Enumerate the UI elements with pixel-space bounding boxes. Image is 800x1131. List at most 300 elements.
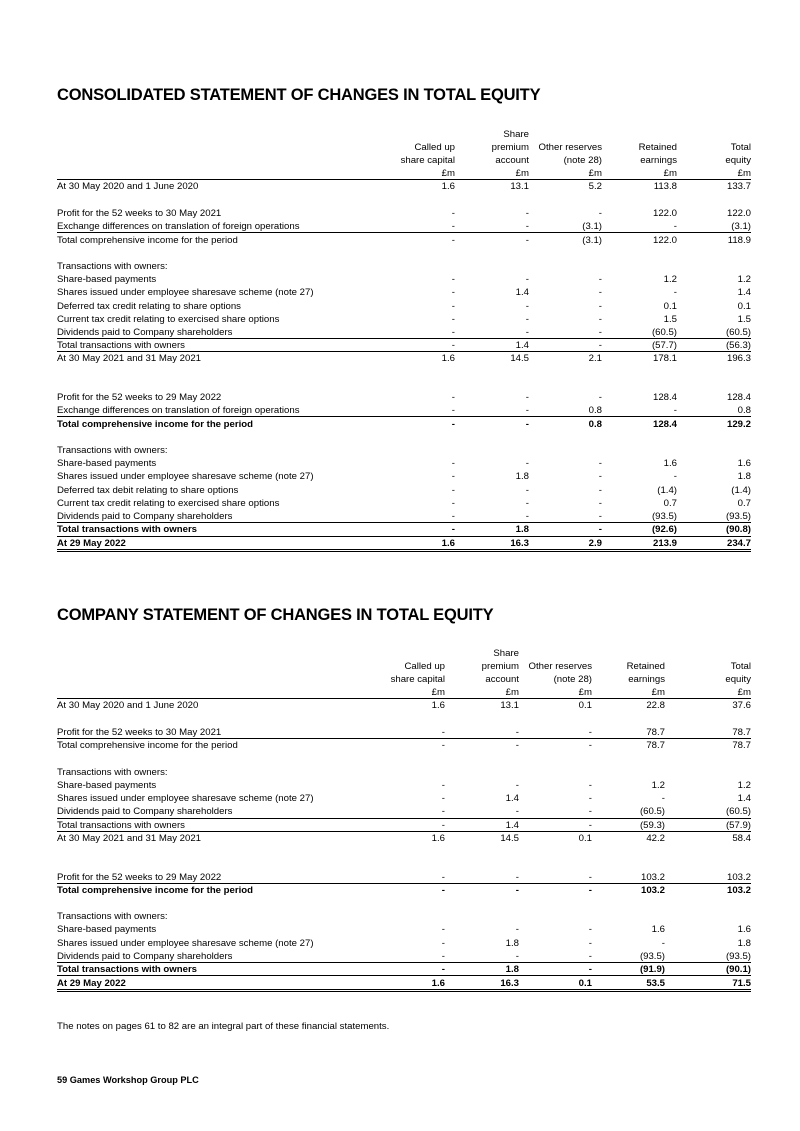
table-cell <box>462 193 529 206</box>
table-cell: - <box>441 820 445 831</box>
table-cell: 1.6 <box>737 924 751 935</box>
table-cell: (1.4) <box>731 485 751 496</box>
table-cell: 2.1 <box>588 353 602 364</box>
table-cell: - <box>451 314 455 325</box>
table-cell: - <box>598 511 602 522</box>
table-cell: - <box>451 419 455 430</box>
table-row <box>57 910 751 923</box>
table-cell: 5.2 <box>588 181 602 192</box>
table-cell: 178.1 <box>652 353 677 364</box>
table-cell <box>525 845 592 858</box>
table-cell <box>598 766 665 779</box>
table-cell: - <box>673 405 677 416</box>
table-cell <box>684 766 751 779</box>
table-cell: 1.6 <box>431 978 445 989</box>
table-row <box>57 805 751 818</box>
table-cell: 78.7 <box>732 740 751 751</box>
row-label: Total transactions with owners <box>57 964 198 975</box>
table-cell: - <box>598 274 602 285</box>
table-cell <box>525 858 592 871</box>
table-row <box>57 444 751 457</box>
table-cell <box>367 260 455 273</box>
table-cell: 122.0 <box>652 208 677 219</box>
table-cell: - <box>525 235 529 246</box>
table-cell <box>367 444 455 457</box>
table-cell: - <box>451 524 455 535</box>
rule-line <box>57 698 751 699</box>
row-label: Exchange differences on translation of foreign operations <box>57 221 300 232</box>
table-cell <box>535 365 602 378</box>
table-cell: 1.6 <box>431 833 445 844</box>
table-cell: - <box>588 951 592 962</box>
column-header: (note 28) <box>563 155 602 166</box>
table-cell: (93.5) <box>651 511 677 522</box>
column-header: earnings <box>628 674 665 685</box>
table-row <box>57 365 751 378</box>
table-cell: - <box>598 314 602 325</box>
column-header: Called up <box>414 142 455 153</box>
table-cell: 1.6 <box>651 924 665 935</box>
row-label: Exchange differences on translation of foreign operations <box>57 405 300 416</box>
table-row <box>57 792 751 805</box>
table-cell: 1.6 <box>441 353 455 364</box>
row-label: Total comprehensive income for the period <box>57 419 253 430</box>
table-cell: 128.4 <box>652 419 677 430</box>
row-label: Total comprehensive income for the period <box>57 740 238 751</box>
table-row <box>57 858 751 871</box>
table-cell: - <box>451 498 455 509</box>
rule-line <box>57 416 751 417</box>
table-cell: - <box>598 301 602 312</box>
table-cell: 103.2 <box>640 885 665 896</box>
table-cell: - <box>525 208 529 219</box>
table-cell <box>367 365 455 378</box>
column-header: Total <box>730 142 751 153</box>
header-row <box>57 673 751 686</box>
table-cell: 16.3 <box>510 538 529 549</box>
table-cell: 13.1 <box>500 700 519 711</box>
table-cell: - <box>441 806 445 817</box>
column-header: Share <box>503 129 529 140</box>
table-cell: (3.1) <box>582 221 602 232</box>
table-cell <box>684 753 751 766</box>
column-header: £m <box>505 687 519 698</box>
table-cell: 213.9 <box>652 538 677 549</box>
table-row <box>57 313 751 326</box>
row-label: Transactions with owners: <box>57 261 168 272</box>
table-cell: (57.9) <box>725 820 751 831</box>
table-cell: (56.3) <box>725 340 751 351</box>
table-cell: 128.4 <box>726 392 751 403</box>
table-cell: - <box>515 740 519 751</box>
table-cell: 0.8 <box>588 405 602 416</box>
table-cell <box>684 712 751 725</box>
table-cell: - <box>588 780 592 791</box>
table-cell <box>357 910 445 923</box>
table-cell: 0.8 <box>588 419 602 430</box>
table-cell: - <box>515 780 519 791</box>
table-cell <box>684 444 751 457</box>
table-cell: - <box>598 340 602 351</box>
row-label: Current tax credit relating to exercised share options <box>57 498 280 509</box>
table-cell: - <box>451 511 455 522</box>
table-row <box>57 884 751 897</box>
table-cell <box>525 753 592 766</box>
table-cell: - <box>661 793 665 804</box>
row-label: At 29 May 2022 <box>57 978 126 989</box>
table-cell <box>684 378 751 391</box>
column-header: £m <box>663 168 677 179</box>
table-cell: 1.4 <box>505 820 519 831</box>
table-cell: (3.1) <box>582 235 602 246</box>
table-row <box>57 431 751 444</box>
table-cell <box>357 753 445 766</box>
column-header: premium <box>481 661 519 672</box>
table-cell: - <box>451 287 455 298</box>
table-cell: (60.5) <box>651 327 677 338</box>
row-label: At 29 May 2022 <box>57 538 126 549</box>
table-row <box>57 832 751 845</box>
table-row <box>57 286 751 299</box>
table-cell: - <box>525 458 529 469</box>
table-cell: - <box>441 793 445 804</box>
column-header: Called up <box>404 661 445 672</box>
table-cell: - <box>598 485 602 496</box>
table-cell: (92.6) <box>651 524 677 535</box>
table-row <box>57 739 751 752</box>
table-cell: 113.8 <box>653 181 677 192</box>
table-cell: - <box>525 511 529 522</box>
table-cell: - <box>588 740 592 751</box>
header-row <box>57 647 751 660</box>
table-cell: 1.2 <box>663 274 677 285</box>
table-cell: (60.5) <box>639 806 665 817</box>
table-cell <box>462 260 529 273</box>
table-row <box>57 180 751 193</box>
table-cell: (90.8) <box>725 524 751 535</box>
table-cell <box>684 845 751 858</box>
table-row <box>57 247 751 260</box>
table-cell: - <box>525 314 529 325</box>
column-header <box>684 128 751 141</box>
row-label: Deferred tax credit relating to share options <box>57 301 241 312</box>
column-header: Retained <box>626 661 665 672</box>
row-label: Dividends paid to Company shareholders <box>57 511 233 522</box>
table-cell <box>598 858 665 871</box>
table-cell: 1.4 <box>515 287 529 298</box>
table-cell <box>684 897 751 910</box>
table-cell: - <box>515 872 519 883</box>
table-cell: 1.8 <box>737 471 751 482</box>
rule-line <box>57 962 751 963</box>
table-cell: - <box>525 301 529 312</box>
double-rule <box>57 989 751 992</box>
double-rule <box>57 549 751 552</box>
table-row <box>57 300 751 313</box>
table-cell: - <box>441 951 445 962</box>
table-row <box>57 193 751 206</box>
page-footer: 59 Games Workshop Group PLC <box>57 1075 199 1085</box>
table-cell: 128.4 <box>652 392 677 403</box>
table-cell: 1.2 <box>651 780 665 791</box>
table-cell: - <box>588 885 592 896</box>
rule-line <box>57 831 751 832</box>
table-cell <box>610 444 677 457</box>
table-row <box>57 766 751 779</box>
table-cell: 1.4 <box>505 793 519 804</box>
table-cell: - <box>451 485 455 496</box>
table-cell: 78.7 <box>646 740 665 751</box>
header-row <box>57 660 751 673</box>
table-cell: 78.7 <box>732 727 751 738</box>
table-cell: - <box>588 964 592 975</box>
table-cell: - <box>451 221 455 232</box>
table-row <box>57 523 751 536</box>
table-cell <box>684 365 751 378</box>
table-cell: - <box>598 524 602 535</box>
rule-line <box>57 522 751 523</box>
column-header: Share <box>493 648 519 659</box>
table-cell: - <box>598 471 602 482</box>
table-cell: (60.5) <box>725 806 751 817</box>
table-row <box>57 753 751 766</box>
table-cell: - <box>525 498 529 509</box>
table-cell <box>367 193 455 206</box>
table-cell <box>535 378 602 391</box>
table-cell: 13.1 <box>510 181 529 192</box>
table-cell: 42.2 <box>646 833 665 844</box>
column-header <box>610 128 677 141</box>
table-cell: 78.7 <box>646 727 665 738</box>
table-cell <box>462 444 529 457</box>
column-header: Other reserves <box>538 142 602 153</box>
table-row <box>57 937 751 950</box>
table-cell: - <box>451 405 455 416</box>
column-header <box>367 128 455 141</box>
table-cell: - <box>588 938 592 949</box>
row-label: At 30 May 2020 and 1 June 2020 <box>57 181 199 192</box>
row-label: Shares issued under employee sharesave scheme (note 27) <box>57 471 314 482</box>
table-cell <box>525 766 592 779</box>
rule-line <box>57 179 751 180</box>
table-cell <box>610 193 677 206</box>
row-label: Dividends paid to Company shareholders <box>57 951 233 962</box>
table-cell: 118.9 <box>727 235 751 246</box>
table-cell: 122.0 <box>726 208 751 219</box>
row-label: Share-based payments <box>57 458 157 469</box>
table-cell: - <box>451 274 455 285</box>
table-cell <box>452 858 519 871</box>
table-cell: 37.6 <box>732 700 751 711</box>
consolidated-title: CONSOLIDATED STATEMENT OF CHANGES IN TOTAL EQUITY <box>57 86 541 104</box>
table-cell: 1.5 <box>663 314 677 325</box>
table-cell <box>598 845 665 858</box>
table-row <box>57 352 751 365</box>
table-cell: - <box>525 274 529 285</box>
table-cell: (93.5) <box>725 511 751 522</box>
table-cell <box>535 260 602 273</box>
table-row <box>57 273 751 286</box>
table-cell: - <box>515 924 519 935</box>
table-cell: 1.8 <box>515 471 529 482</box>
row-label: At 30 May 2020 and 1 June 2020 <box>57 700 199 711</box>
table-cell: 58.4 <box>732 833 751 844</box>
table-cell: - <box>598 458 602 469</box>
table-cell <box>462 365 529 378</box>
table-cell: - <box>598 498 602 509</box>
table-cell: (3.1) <box>731 221 751 232</box>
table-cell <box>452 712 519 725</box>
table-cell: - <box>441 938 445 949</box>
table-cell: 0.1 <box>737 301 751 312</box>
column-header: Total <box>730 661 751 672</box>
table-cell <box>598 753 665 766</box>
table-cell: - <box>441 727 445 738</box>
header-row <box>57 154 751 167</box>
row-label: Profit for the 52 weeks to 30 May 2021 <box>57 208 222 219</box>
table-row <box>57 234 751 247</box>
table-cell: - <box>525 485 529 496</box>
table-cell <box>684 260 751 273</box>
header-row <box>57 128 751 141</box>
table-cell <box>684 858 751 871</box>
table-cell: 1.4 <box>737 793 751 804</box>
table-row <box>57 845 751 858</box>
table-cell: (1.4) <box>657 485 677 496</box>
table-cell: 129.2 <box>726 419 751 430</box>
table-row <box>57 418 751 431</box>
rule-line <box>57 351 751 352</box>
table-cell: (60.5) <box>725 327 751 338</box>
column-header: earnings <box>640 155 677 166</box>
table-cell: - <box>525 405 529 416</box>
table-cell <box>367 378 455 391</box>
table-row <box>57 897 751 910</box>
table-cell: 0.7 <box>663 498 677 509</box>
column-header: £m <box>441 168 455 179</box>
table-cell: - <box>515 951 519 962</box>
table-cell: 14.5 <box>500 833 519 844</box>
table-cell <box>535 247 602 260</box>
column-header: £m <box>737 168 751 179</box>
table-row <box>57 779 751 792</box>
table-cell <box>535 444 602 457</box>
table-cell: - <box>441 780 445 791</box>
table-cell <box>684 247 751 260</box>
row-label: Current tax credit relating to exercised share options <box>57 314 280 325</box>
table-cell: 1.2 <box>737 274 751 285</box>
table-cell: - <box>588 820 592 831</box>
table-cell: 1.2 <box>737 780 751 791</box>
table-cell <box>462 247 529 260</box>
table-cell: 1.8 <box>737 938 751 949</box>
table-cell: 1.4 <box>737 287 751 298</box>
table-cell <box>598 897 665 910</box>
table-row <box>57 260 751 273</box>
column-header: (note 28) <box>553 674 592 685</box>
table-cell <box>357 858 445 871</box>
rule-line <box>57 883 751 884</box>
table-cell <box>357 712 445 725</box>
column-header: share capital <box>390 674 445 685</box>
table-cell <box>367 431 455 444</box>
table-cell <box>610 378 677 391</box>
table-cell: - <box>441 924 445 935</box>
table-cell: 0.1 <box>663 301 677 312</box>
column-header <box>598 647 665 660</box>
table-cell: 1.6 <box>441 538 455 549</box>
rule-line <box>57 818 751 819</box>
column-header: £m <box>578 687 592 698</box>
header-row <box>57 141 751 154</box>
notes-statement: The notes on pages 61 to 82 are an integral part of these financial statements. <box>57 1021 390 1032</box>
table-cell: - <box>451 471 455 482</box>
table-cell: (93.5) <box>725 951 751 962</box>
table-row <box>57 497 751 510</box>
table-cell: - <box>451 235 455 246</box>
column-header: £m <box>431 687 445 698</box>
row-label: Profit for the 52 weeks to 30 May 2021 <box>57 727 222 738</box>
table-row <box>57 484 751 497</box>
row-label: Shares issued under employee sharesave scheme (note 27) <box>57 793 314 804</box>
row-label: Total transactions with owners <box>57 820 185 831</box>
table-cell: 0.8 <box>737 405 751 416</box>
table-cell: 122.0 <box>652 235 677 246</box>
table-cell <box>598 712 665 725</box>
table-cell: - <box>451 327 455 338</box>
row-label: Profit for the 52 weeks to 29 May 2022 <box>57 392 222 403</box>
table-cell: - <box>441 885 445 896</box>
table-cell: 2.9 <box>588 538 602 549</box>
table-cell <box>452 766 519 779</box>
table-cell: - <box>673 221 677 232</box>
table-cell: - <box>451 301 455 312</box>
column-header: Retained <box>638 142 677 153</box>
table-cell: 103.2 <box>726 885 751 896</box>
table-cell: - <box>598 392 602 403</box>
table-cell <box>452 845 519 858</box>
table-cell: - <box>598 208 602 219</box>
row-label: Deferred tax debit relating to share options <box>57 485 239 496</box>
table-cell <box>462 431 529 444</box>
table-cell: 1.6 <box>663 458 677 469</box>
row-label: Share-based payments <box>57 924 157 935</box>
row-label: Transactions with owners: <box>57 911 168 922</box>
column-header <box>535 128 602 141</box>
table-cell: 1.8 <box>505 938 519 949</box>
row-label: Dividends paid to Company shareholders <box>57 327 233 338</box>
table-cell: - <box>515 885 519 896</box>
table-cell: - <box>673 287 677 298</box>
table-row <box>57 391 751 404</box>
table-cell: - <box>598 327 602 338</box>
table-cell: 71.5 <box>732 978 751 989</box>
table-cell <box>684 431 751 444</box>
rule-line <box>57 338 751 339</box>
row-label: Total comprehensive income for the period <box>57 885 253 896</box>
table-cell: - <box>525 221 529 232</box>
column-header: premium <box>491 142 529 153</box>
table-cell: - <box>588 872 592 883</box>
table-cell: - <box>515 806 519 817</box>
table-cell: - <box>588 924 592 935</box>
row-label: Transactions with owners: <box>57 767 168 778</box>
table-cell <box>535 431 602 444</box>
table-row <box>57 457 751 470</box>
table-cell: 53.5 <box>646 978 665 989</box>
column-header: equity <box>725 674 751 685</box>
table-cell: 1.6 <box>441 181 455 192</box>
